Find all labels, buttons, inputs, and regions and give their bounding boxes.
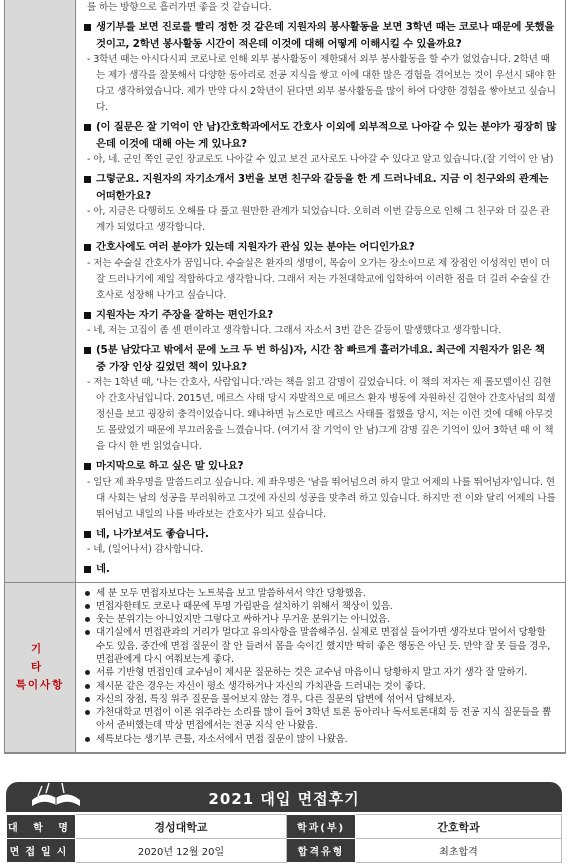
answer-text: - 아, 지금은 다행히도 오해를 다 풀고 원만한 관계가 되었습니다. 오히려 이번 갈등으로 인해 그 친구와 더 깊은 관계가 되었다고 생각합니다. <box>87 206 550 233</box>
univ-value: 경성대학교 <box>76 815 287 839</box>
etc-list-item <box>84 693 557 706</box>
etc-list <box>76 583 565 753</box>
info-row-2 <box>7 839 562 863</box>
etc-list-item <box>84 666 557 679</box>
question-item <box>84 458 557 475</box>
question-text: (이 질문은 잘 기억이 안 남)간호학과에서도 간호사 이외에 외부적으로 나아갈 수 있는 분야가 굉장히 많은데 이것에 대해 아는 게 있나요? <box>96 121 557 150</box>
etc-label-line1: 기 타 <box>31 643 68 674</box>
answer-text: - 일단 제 좌우명을 말씀드리고 싶습니다. 제 좌우명은 '남을 뛰어넘으려 하지 말고 어제의 나를 뛰어넘자'입니다. 현대 사회는 남의 성공을 부러워하고 그것에 자신의 성공을 맞추려 하고 있습니다. 하지만 전 이와 달리 어제의 나를 뛰어넘고 내일의 나를 바라보는 간호사가 되고 싶습니다. <box>87 476 556 520</box>
answer-text: - 저는 1학년 때, '나는 간호사, 사람입니다.'라는 책을 읽고 감명이 깊었습니다. 이 책의 저자는 제 롤모델이신 김현아 간호사님입니다. 2015년, 메르스 사태 당시 자발적으로 메르스 환자 병동에 자원하신 김현아 간호사님의 희생 정신을 보고 굉장히 충격이었습니다. 왜냐하면 뉴스로만 메르스 사태를 접했을 당시, 저는 이런 것에 대해 아무것도 몰랐었기 때문에 부끄러움을 느꼈습니다. (여기서 잘 기억이 안 남)그게 감명 깊은 기억이 있어 3학년 때 이 책을 다시 한 번 읽었습니다. <box>87 377 556 452</box>
round-bullet-icon <box>85 737 90 742</box>
round-bullet-icon <box>85 630 90 635</box>
square-bullet-icon <box>84 176 91 183</box>
question-text: 마지막으로 하고 싶은 말 있나요? <box>96 460 244 472</box>
dept-label: 학과(부) <box>287 815 356 839</box>
question-item <box>84 307 557 324</box>
date-value: 2020년 12월 20일 <box>76 839 287 863</box>
round-bullet-icon <box>85 670 90 675</box>
question-item <box>84 526 557 543</box>
result-value: 최초합격 <box>356 839 562 863</box>
answer-text: 를 하는 방향으로 흘러가면 좋을 것 같습니다. <box>87 2 272 13</box>
result-label: 합격유형 <box>287 839 356 863</box>
univ-label: 대 학 명 <box>7 815 76 839</box>
question-item <box>84 561 557 578</box>
square-bullet-icon <box>84 244 91 251</box>
question-item <box>84 19 557 52</box>
etc-label <box>5 583 76 753</box>
etc-list-item <box>84 733 557 746</box>
dept-value: 간호학과 <box>356 815 562 839</box>
etc-list-item <box>84 613 557 626</box>
etc-item-text: 가천대학교 면접이 이론 위주라는 소리를 많이 들어 3학년 토론 동아리나 독서토론대회 등 전공 지식 질문들을 뽑아서 준비했는데 막상 면접에서는 전공 지식 안 나왔음. <box>96 707 552 732</box>
answer-text: - 네, 저는 고집이 좀 센 편이라고 생각합니다. 그래서 자소서 3번 같은 갈등이 발생했다고 생각합니다. <box>87 325 502 336</box>
round-bullet-icon <box>85 617 90 622</box>
question-item <box>84 171 557 204</box>
etc-item-text: 세특보다는 생기부 큰틀, 자소서에서 면접 질문이 많이 나왔음. <box>96 733 348 745</box>
etc-item-text: 대기실에서 면접관과의 거리가 멀다고 유의사항을 말씀해주심. 실제로 면접실 들어가면 생각보다 멀어서 당황할 수도 있음. 중간에 면접 질문이 잘 안 들려서 몸을 숙이긴 했지만 딱히 좋은 행동은 아닌 듯. 만약 잘 못 들을 경우, 면접관에게 다시 여쭤보는게 좋다. <box>96 627 551 665</box>
etc-item-text: 면접자한테도 코로나 때문에 투명 가림판을 설치하기 위해서 책상이 있음. <box>96 600 393 612</box>
question-text: 간호사에도 여러 분야가 있는데 지원자가 관심 있는 분야는 어디인가요? <box>96 241 415 253</box>
qa-label-column <box>5 0 76 582</box>
question-text: 지원자는 자기 주장을 잘하는 편인가요? <box>96 308 273 321</box>
answer-text: - 아, 네. 군인 쪽인 군인 장교로도 나아갈 수 있고 보건 교사로도 나아갈 수 있다고 알고 있습니다.(잘 기억이 안 남) <box>87 154 554 165</box>
etc-item-text: 제시문 같은 경우는 자신이 평소 생각하거나 자신의 가치관을 드러내는 것이 좋다. <box>96 680 426 692</box>
square-bullet-icon <box>84 347 91 354</box>
round-bullet-icon <box>85 697 90 702</box>
info-table <box>6 814 562 863</box>
etc-item-text: 세 분 모두 면접자보다는 노트북을 보고 말씀하셔서 약간 당황했음. <box>96 587 366 599</box>
etc-list-item <box>84 680 557 693</box>
etc-label-line2: 특이사항 <box>15 679 65 692</box>
qa-table <box>4 0 566 754</box>
answer-text: - 저는 수술실 간호사가 꿈입니다. 수술실은 환자의 생명이, 목숨이 오가는 장소이므로 제 장점인 이성적인 면이 더 잘 드러나기에 제일 적합하다고 생각합니다. 그래서 저는 가천대학교에 입학하여 이러한 점을 더 길러 수술실 간호사로 성장해 나가고 싶습니다. <box>87 257 550 301</box>
square-bullet-icon <box>84 312 91 319</box>
question-text: 그렇군요. 지원자의 자기소개서 3번을 보면 친구와 갈등을 한 게 드러나네요. 지금 이 친구와의 관계는 어떠한가요? <box>96 173 549 202</box>
question-text: 생기부를 보면 진로를 빨리 정한 것 같은데 지원자의 봉사활동을 보면 3학년 때는 코로나 때문에 못했을 것이고, 2학년 봉사활동 시간이 적은데 이것에 대해 어떻게 이해시킬 수 있을까요? <box>96 21 555 50</box>
square-bullet-icon <box>84 566 91 573</box>
square-bullet-icon <box>84 24 91 31</box>
square-bullet-icon <box>84 531 91 538</box>
etc-item-text: 서류 기반형 면접인데 교수님이 제시문 질문하는 것은 교수님 마음이니 당황하지 말고 자기 생각 잘 말하기. <box>96 667 528 679</box>
etc-list-item <box>84 706 557 733</box>
question-text: (5분 남았다고 밖에서 문에 노크 두 번 하심)자, 시간 참 빠르게 흘러가네요. 최근에 지원자가 읽은 책 중 가장 인상 깊었던 책이 있나요? <box>96 344 545 373</box>
date-label: 면접일시 <box>7 839 76 863</box>
info-row-1 <box>7 815 562 839</box>
question-item <box>84 239 557 256</box>
square-bullet-icon <box>84 124 91 131</box>
etc-section <box>5 583 565 754</box>
etc-list-item <box>84 600 557 613</box>
etc-item-text: 웃는 분위기는 아니었지만 그렇다고 싸하거나 무거운 분위기는 아니었음. <box>96 614 390 626</box>
etc-item-text: 자신의 장점, 특징 위주 질문을 물어보지 않는 경우, 다른 질문의 답변에 섞어서 답해보자. <box>96 693 455 705</box>
round-bullet-icon <box>85 591 90 596</box>
answer-text: - 3학년 때는 아시다시피 코로나로 인해 외부 봉사활동이 제한돼서 외부 봉사활동을 할 수가 없었습니다. 2학년 때는 제가 생각을 잘못해서 다양한 동아리로 전공 지식을 쌓고 이에 대한 많은 경험을 겪어보는 것이 우선시 돼야 한다고 생각하였습니다. 제가 만약 다시 2학년이 된다면 외부 봉사활동을 많이 하여 다양한 경험을 쌓아보고 싶습니다. <box>87 54 556 113</box>
banner-title: 2021 대입 면접후기 <box>208 790 360 808</box>
question-item <box>84 119 557 152</box>
answer-text: - 네, (일어나서) 감사합니다. <box>87 544 204 555</box>
round-bullet-icon <box>85 604 90 609</box>
question-text: 네, 나가보셔도 좋습니다. <box>96 527 209 540</box>
square-bullet-icon <box>84 463 91 470</box>
review-banner <box>6 782 562 812</box>
round-bullet-icon <box>85 684 90 689</box>
round-bullet-icon <box>85 710 90 715</box>
etc-list-item <box>84 626 557 666</box>
question-item <box>84 342 557 375</box>
qa-section <box>5 0 565 583</box>
question-text: 네. <box>96 563 110 575</box>
qa-list <box>76 0 565 582</box>
etc-list-item <box>84 587 557 600</box>
